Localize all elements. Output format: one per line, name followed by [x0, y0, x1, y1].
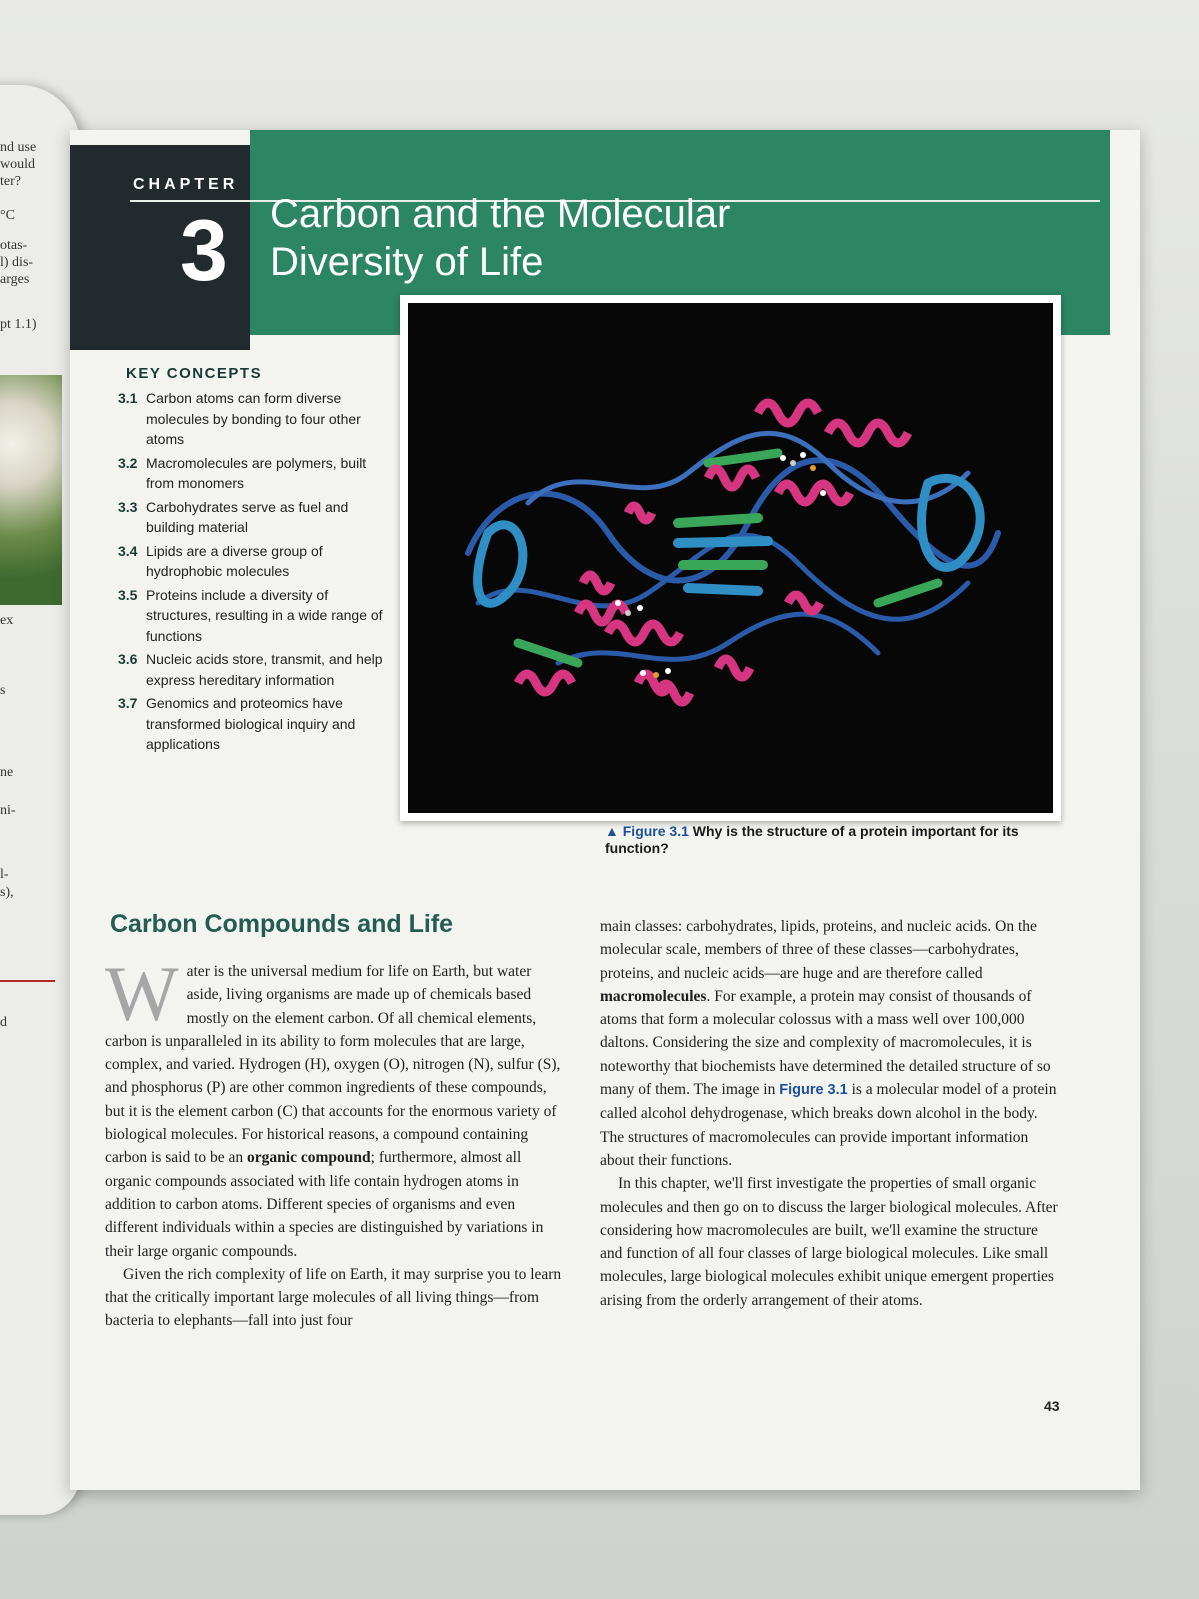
key-concept-number: 3.4 — [118, 542, 138, 559]
key-concept-number: 3.6 — [118, 651, 138, 667]
ligand-atom — [790, 460, 796, 466]
facing-page-photo — [0, 375, 62, 605]
key-concept-item — [118, 649, 383, 690]
body-column-left — [105, 950, 565, 1333]
key-concept-text: Carbon atoms can form diverse molecules by bonding to four other atoms — [146, 390, 361, 447]
facing-page-text: s — [0, 683, 6, 698]
facing-page-text: s), — [0, 885, 14, 900]
key-term: organic compound — [247, 1149, 371, 1167]
facing-page-text: l- — [0, 867, 9, 882]
chapter-title-line: Diversity of Life — [270, 240, 544, 284]
body-paragraph: Given the rich complexity of life on Earth, it may surprise you to learn that the critically important large molecules of all living things—from bacteria to elephants—fall into just four — [105, 1265, 562, 1330]
beta-sheet — [678, 518, 758, 523]
protein-ribbon-illustration — [408, 303, 1037, 797]
key-concept-number: 3.1 — [118, 390, 138, 406]
ligand-atom — [810, 465, 816, 471]
key-concept-text: Carbohydrates serve as fuel and building material — [146, 498, 349, 535]
facing-page-text: nd use — [0, 140, 37, 155]
key-concept-item — [118, 585, 383, 647]
figure-label: ▲ Figure 3.1 — [605, 823, 689, 839]
paragraph-text: ater is the universal medium for life on Earth, but water aside, living organisms are made up of chemicals based mostly on the element carbon. Of all chemical elements, carbon is unparalleled in its ability to form molecules that are large, complex, and varied. Hydrogen (H), oxygen (O), nitrogen (N), sulfur (S), and phosphorus (P) are other common ingredients of these compounds, but it is the element carbon (C) that accounts for the enormous variety of biological molecules. For historical reasons, a compound containing carbon is said to be an — [105, 963, 561, 1167]
ligand-atom — [637, 605, 643, 611]
body-paragraph: In this chapter, we'll first investigate the properties of small organic molecules and then go on to discuss the larger biological molecules. After considering how macromolecules are built, we'll examine the structure and function of all four classes of large biological molecules. Like small molecules, large biological molecules exhibit unique emergent properties arising from the orderly arrangement of their atoms. — [600, 1175, 1058, 1309]
ligand-atom — [820, 490, 826, 496]
alpha-helix — [708, 469, 756, 487]
key-concept-text: Macromolecules are polymers, built from monomers — [146, 454, 367, 491]
chapter-title-line: Carbon and the Molecular — [270, 192, 731, 236]
key-concept-item — [118, 453, 383, 494]
key-concepts-list — [118, 388, 383, 758]
coil-strand — [478, 535, 968, 619]
alpha-helix — [518, 674, 572, 692]
ligand-atom — [615, 600, 621, 606]
paragraph-text: . For example, a protein may consist of thousands of atoms that form a molecular colossus with a mass well over 100,000 daltons. Considering the size and complexity of macromolecules, it is noteworthy that biochemists have determined the detailed structure of so many of them. The image in — [600, 987, 1051, 1099]
beta-sheet — [518, 643, 578, 663]
alpha-helix — [628, 506, 652, 520]
key-concept-text: Genomics and proteomics have transformed biological inquiry and applications — [146, 695, 356, 752]
key-concept-item — [118, 497, 383, 538]
chapter-number: 3 — [180, 203, 228, 299]
alpha-helix — [778, 484, 850, 502]
ligand-atom — [640, 670, 646, 676]
beta-sheet — [708, 453, 778, 463]
alpha-helix — [828, 423, 908, 443]
alpha-helix — [608, 624, 680, 642]
facing-page-text: arges — [0, 272, 30, 287]
key-concept-number: 3.3 — [118, 498, 138, 515]
beta-sheet — [688, 588, 758, 591]
beta-sheet — [878, 583, 938, 603]
paragraph-text: ; furthermore, almost all organic compounds associated with life contain hydrogen atoms in addition to carbon atoms. Different species of organisms and even different individuals within a species are distinguished by variations in their large organic compounds. — [105, 1149, 544, 1260]
drop-cap: W — [105, 950, 179, 1037]
alpha-helix — [583, 575, 611, 591]
key-concept-text: Lipids are a diverse group of hydrophobic molecules — [146, 542, 323, 579]
facing-page-edge — [0, 85, 80, 1515]
alpha-helix — [658, 684, 690, 702]
figure-caption-text: Why is the structure of a protein important for its function? — [605, 823, 1019, 856]
ligand-atom — [780, 455, 786, 461]
body-column-right — [600, 915, 1060, 1312]
facing-page-text: pt 1.1) — [0, 317, 37, 332]
figure-caption — [605, 823, 1045, 857]
body-paragraph — [105, 950, 565, 1263]
body-paragraph — [600, 915, 1060, 1172]
protein-model-image — [408, 303, 1053, 813]
beta-sheet — [922, 478, 981, 567]
facing-page-text: would — [0, 157, 35, 172]
figure-reference-link: Figure 3.1 — [779, 1082, 848, 1099]
ligand-atom — [653, 672, 659, 678]
chapter-label: CHAPTER — [133, 176, 239, 193]
beta-sheet — [678, 541, 768, 543]
key-concept-number: 3.7 — [118, 695, 138, 711]
ligand-atom — [665, 668, 671, 674]
chapter-title — [270, 190, 890, 286]
facing-page-text: l) dis- — [0, 255, 34, 270]
facing-page-text: °C — [0, 208, 15, 223]
key-concepts-heading: KEY CONCEPTS — [126, 365, 263, 382]
facing-page-text: ne — [0, 765, 14, 780]
facing-page-text: ni- — [0, 803, 16, 818]
facing-page-text: otas- — [0, 238, 28, 253]
alpha-helix — [718, 659, 750, 677]
facing-page-text: ex — [0, 613, 14, 628]
section-heading: Carbon Compounds and Life — [110, 910, 454, 938]
facing-page-text: d — [0, 1015, 7, 1030]
key-concept-text: Nucleic acids store, transmit, and help express hereditary information — [146, 651, 383, 688]
key-concept-item — [118, 541, 383, 582]
paragraph-text: is a molecular model of a protein called alcohol dehydrogenase, which breaks down alcohol in the body. The structures of macromolecules can provide important information about their functions. — [600, 1081, 1057, 1169]
facing-page-text: ter? — [0, 174, 21, 189]
textbook-page — [70, 130, 1140, 1490]
key-concept-item — [118, 693, 383, 755]
key-concept-number: 3.5 — [118, 586, 138, 603]
facing-page-rule — [0, 980, 55, 982]
figure-3-1-frame — [400, 295, 1061, 821]
key-concept-text: Proteins include a diversity of structures, resulting in a wide range of functions — [146, 586, 383, 644]
paragraph-text: main classes: carbohydrates, lipids, proteins, and nucleic acids. On the molecular scale, members of three of these classes—carbohydrates, proteins, and nucleic acids—are huge and are therefore called — [600, 918, 1037, 982]
ligand-atom — [800, 452, 806, 458]
ligand-atom — [625, 610, 631, 616]
key-concept-number: 3.2 — [118, 454, 138, 471]
alpha-helix — [758, 403, 818, 423]
key-term: macromolecules — [600, 987, 707, 1005]
key-concept-item — [118, 388, 383, 450]
page-number: 43 — [1044, 1398, 1060, 1414]
alpha-helix — [788, 595, 820, 611]
